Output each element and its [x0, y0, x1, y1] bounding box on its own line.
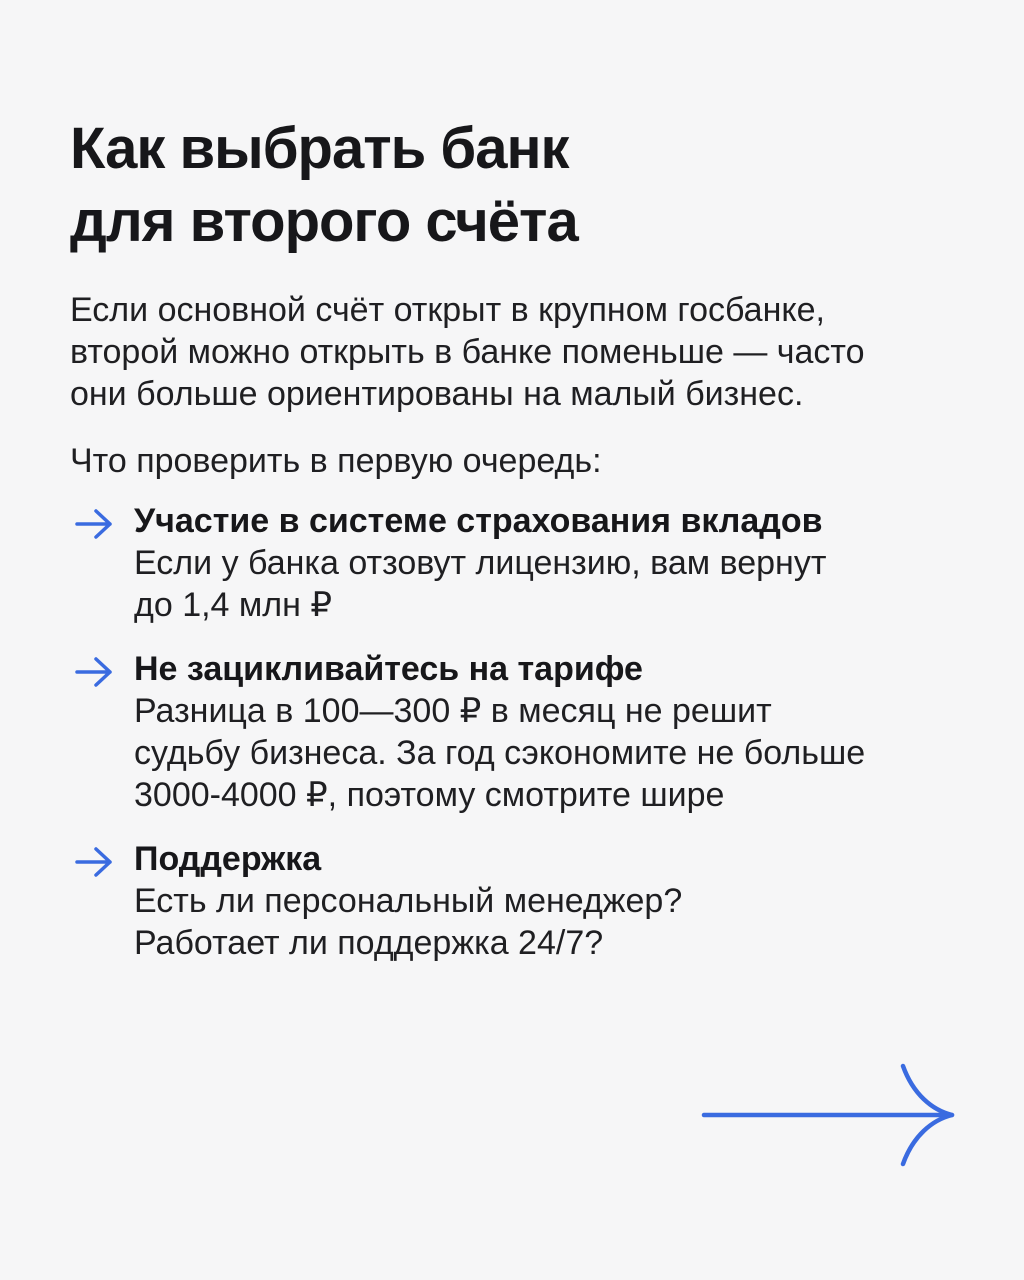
checklist-item-description [134, 542, 826, 626]
description-line: 3000-4000 ₽, поэтому смотрите шире [134, 776, 725, 814]
checklist-item-text [134, 648, 865, 816]
description-line: до 1,4 млн ₽ [134, 586, 332, 624]
description-line: Есть ли персональный менеджер? [134, 882, 683, 920]
checklist-item-description [134, 690, 865, 816]
checklist-item-text [134, 500, 826, 626]
intro-paragraph [70, 289, 865, 415]
checklist-item-description [134, 880, 682, 964]
slide-title [70, 112, 578, 258]
intro-line-1: Если основной счёт открыт в крупном госбанке, [70, 291, 825, 329]
checklist-lead: Что проверить в первую очередь: [70, 442, 602, 480]
checklist-item-text [134, 838, 682, 964]
arrow-right-icon [74, 846, 114, 878]
long-arrow-right-icon[interactable] [700, 1060, 960, 1170]
description-line: Разница в 100—300 ₽ в месяц не решит [134, 692, 772, 730]
description-line: Работает ли поддержка 24/7? [134, 924, 604, 962]
intro-line-2: второй можно открыть в банке поменьше — часто [70, 333, 865, 371]
description-line: судьбу бизнеса. За год сэкономите не больше [134, 734, 866, 772]
description-line: Если у банка отзовут лицензию, вам вернут [134, 544, 827, 582]
checklist-item-heading: Участие в системе страхования вкладов [134, 502, 823, 540]
title-line-1: Как выбрать банк [70, 116, 569, 181]
checklist-item-heading: Поддержка [134, 840, 322, 878]
title-line-2: для второго счёта [70, 189, 578, 254]
intro-line-3: они больше ориентированы на малый бизнес. [70, 375, 804, 413]
checklist-item-heading: Не зацикливайтесь на тарифе [134, 650, 643, 688]
arrow-right-icon [74, 656, 114, 688]
arrow-right-icon [74, 508, 114, 540]
